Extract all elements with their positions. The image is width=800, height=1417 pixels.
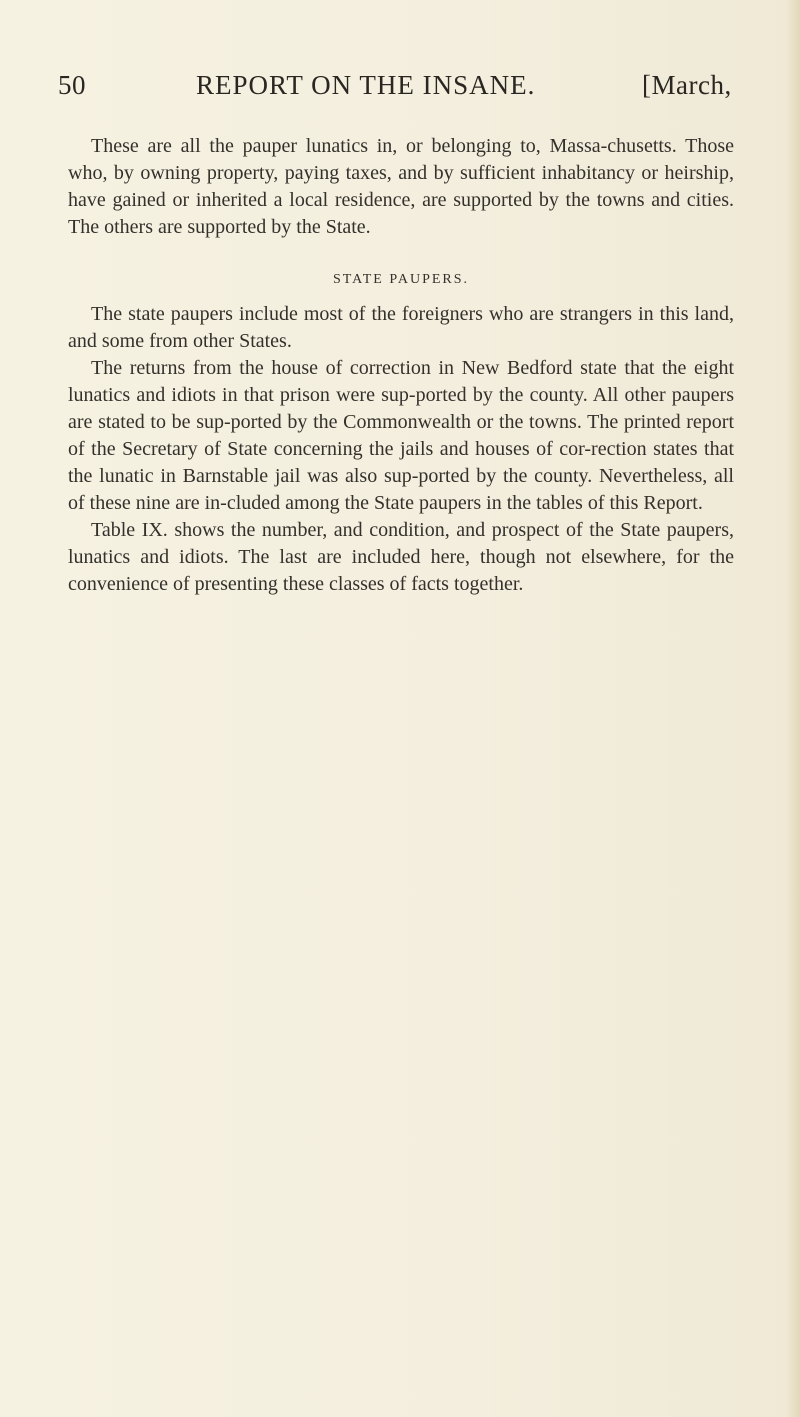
section-heading: STATE PAUPERS. (332, 272, 470, 287)
page-edge-shadow (786, 0, 800, 1417)
running-date: [March, (642, 70, 732, 100)
paragraph-3: The returns from the house of correction in New Bedford state that the eight lunatics and idiots in that prison were sup-ported by the county. All other paupers are stated to be sup-ported by the Commonwealth or the towns. The printed report of the Secretary of State concerning the jails and houses of cor-rection states that the lunatic in Barnstable jail was also sup-ported by the county. Nevertheless, all of these nine are in-cluded among the State paupers in the tables of this Report. (68, 357, 734, 514)
running-header (58, 70, 750, 110)
paragraph-1: These are all the pauper lunatics in, or belonging to, Massa-chusetts. Those who, by owning property, paying taxes, and by sufficient inhabitancy or heirship, have gained or inherited a local residence, are supported by the towns and cities. The others are supported by the State. (68, 135, 734, 238)
paragraph-4: Table IX. shows the number, and condition, and prospect of the State paupers, lunatics and idiots. The last are included here, though not elsewhere, for the convenience of presenting these classes of facts together. (68, 519, 734, 595)
paragraph-2: The state paupers include most of the foreigners who are strangers in this land, and some from other States. (68, 303, 734, 352)
page-number: 50 (58, 70, 86, 100)
running-title: REPORT ON THE INSANE. (196, 70, 536, 100)
body-text (68, 133, 734, 598)
